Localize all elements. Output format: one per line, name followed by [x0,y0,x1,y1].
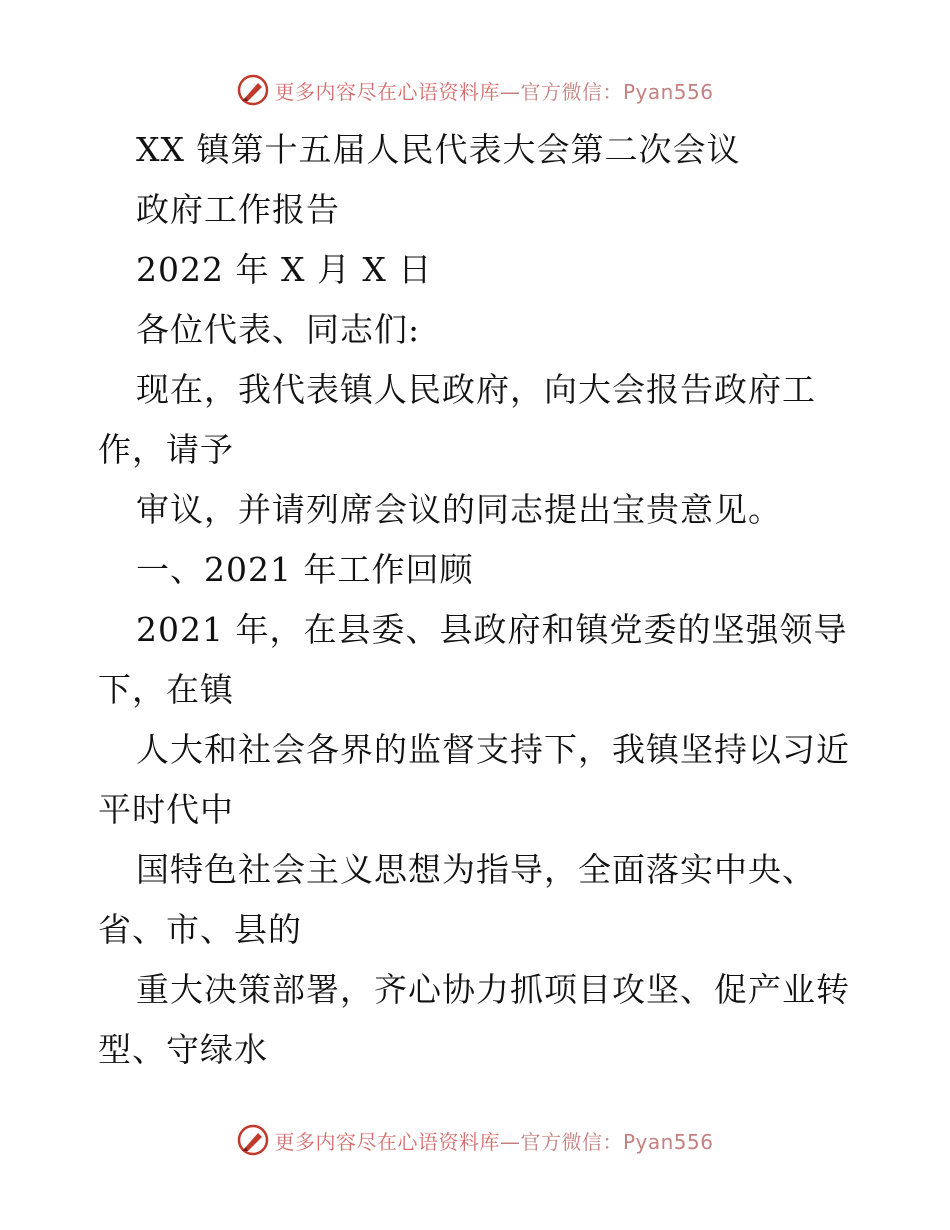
document-date: 2022 年 X 月 X 日 [136,250,433,289]
document-subtitle: 政府工作报告 [136,190,340,229]
paragraph-line: 下，在镇 [98,670,234,709]
paragraph-line: 作，请予 [98,430,234,469]
paragraph-line: 现在，我代表镇人民政府，向大会报告政府工 [136,370,816,409]
pen-logo-icon [236,73,270,107]
section-heading: 一、2021 年工作回顾 [136,550,474,589]
watermark-text: 更多内容尽在心语资料库—官方微信：Pyan556 [274,1129,714,1154]
paragraph-line: 人大和社会各界的监督支持下，我镇坚持以习近 [136,730,850,769]
paragraph-line: 2021 年，在县委、县政府和镇党委的坚强领导 [136,610,848,649]
paragraph-line: 型、守绿水 [98,1030,268,1069]
pen-logo-icon [236,1123,270,1157]
paragraph-line: 国特色社会主义思想为指导，全面落实中央、 [136,850,816,889]
paragraph-line: 平时代中 [98,790,234,829]
salutation: 各位代表、同志们: [136,310,421,349]
paragraph-line: 重大决策部署，齐心协力抓项目攻坚、促产业转 [136,970,850,1009]
paragraph-line: 省、市、县的 [98,910,302,949]
watermark-text: 更多内容尽在心语资料库—官方微信：Pyan556 [274,79,714,104]
document-title: XX 镇第十五届人民代表大会第二次会议 [136,130,741,169]
document-body [98,120,888,1080]
watermark-footer [0,1120,950,1160]
watermark-header [0,70,950,110]
paragraph-line: 审议，并请列席会议的同志提出宝贵意见。 [136,490,782,529]
